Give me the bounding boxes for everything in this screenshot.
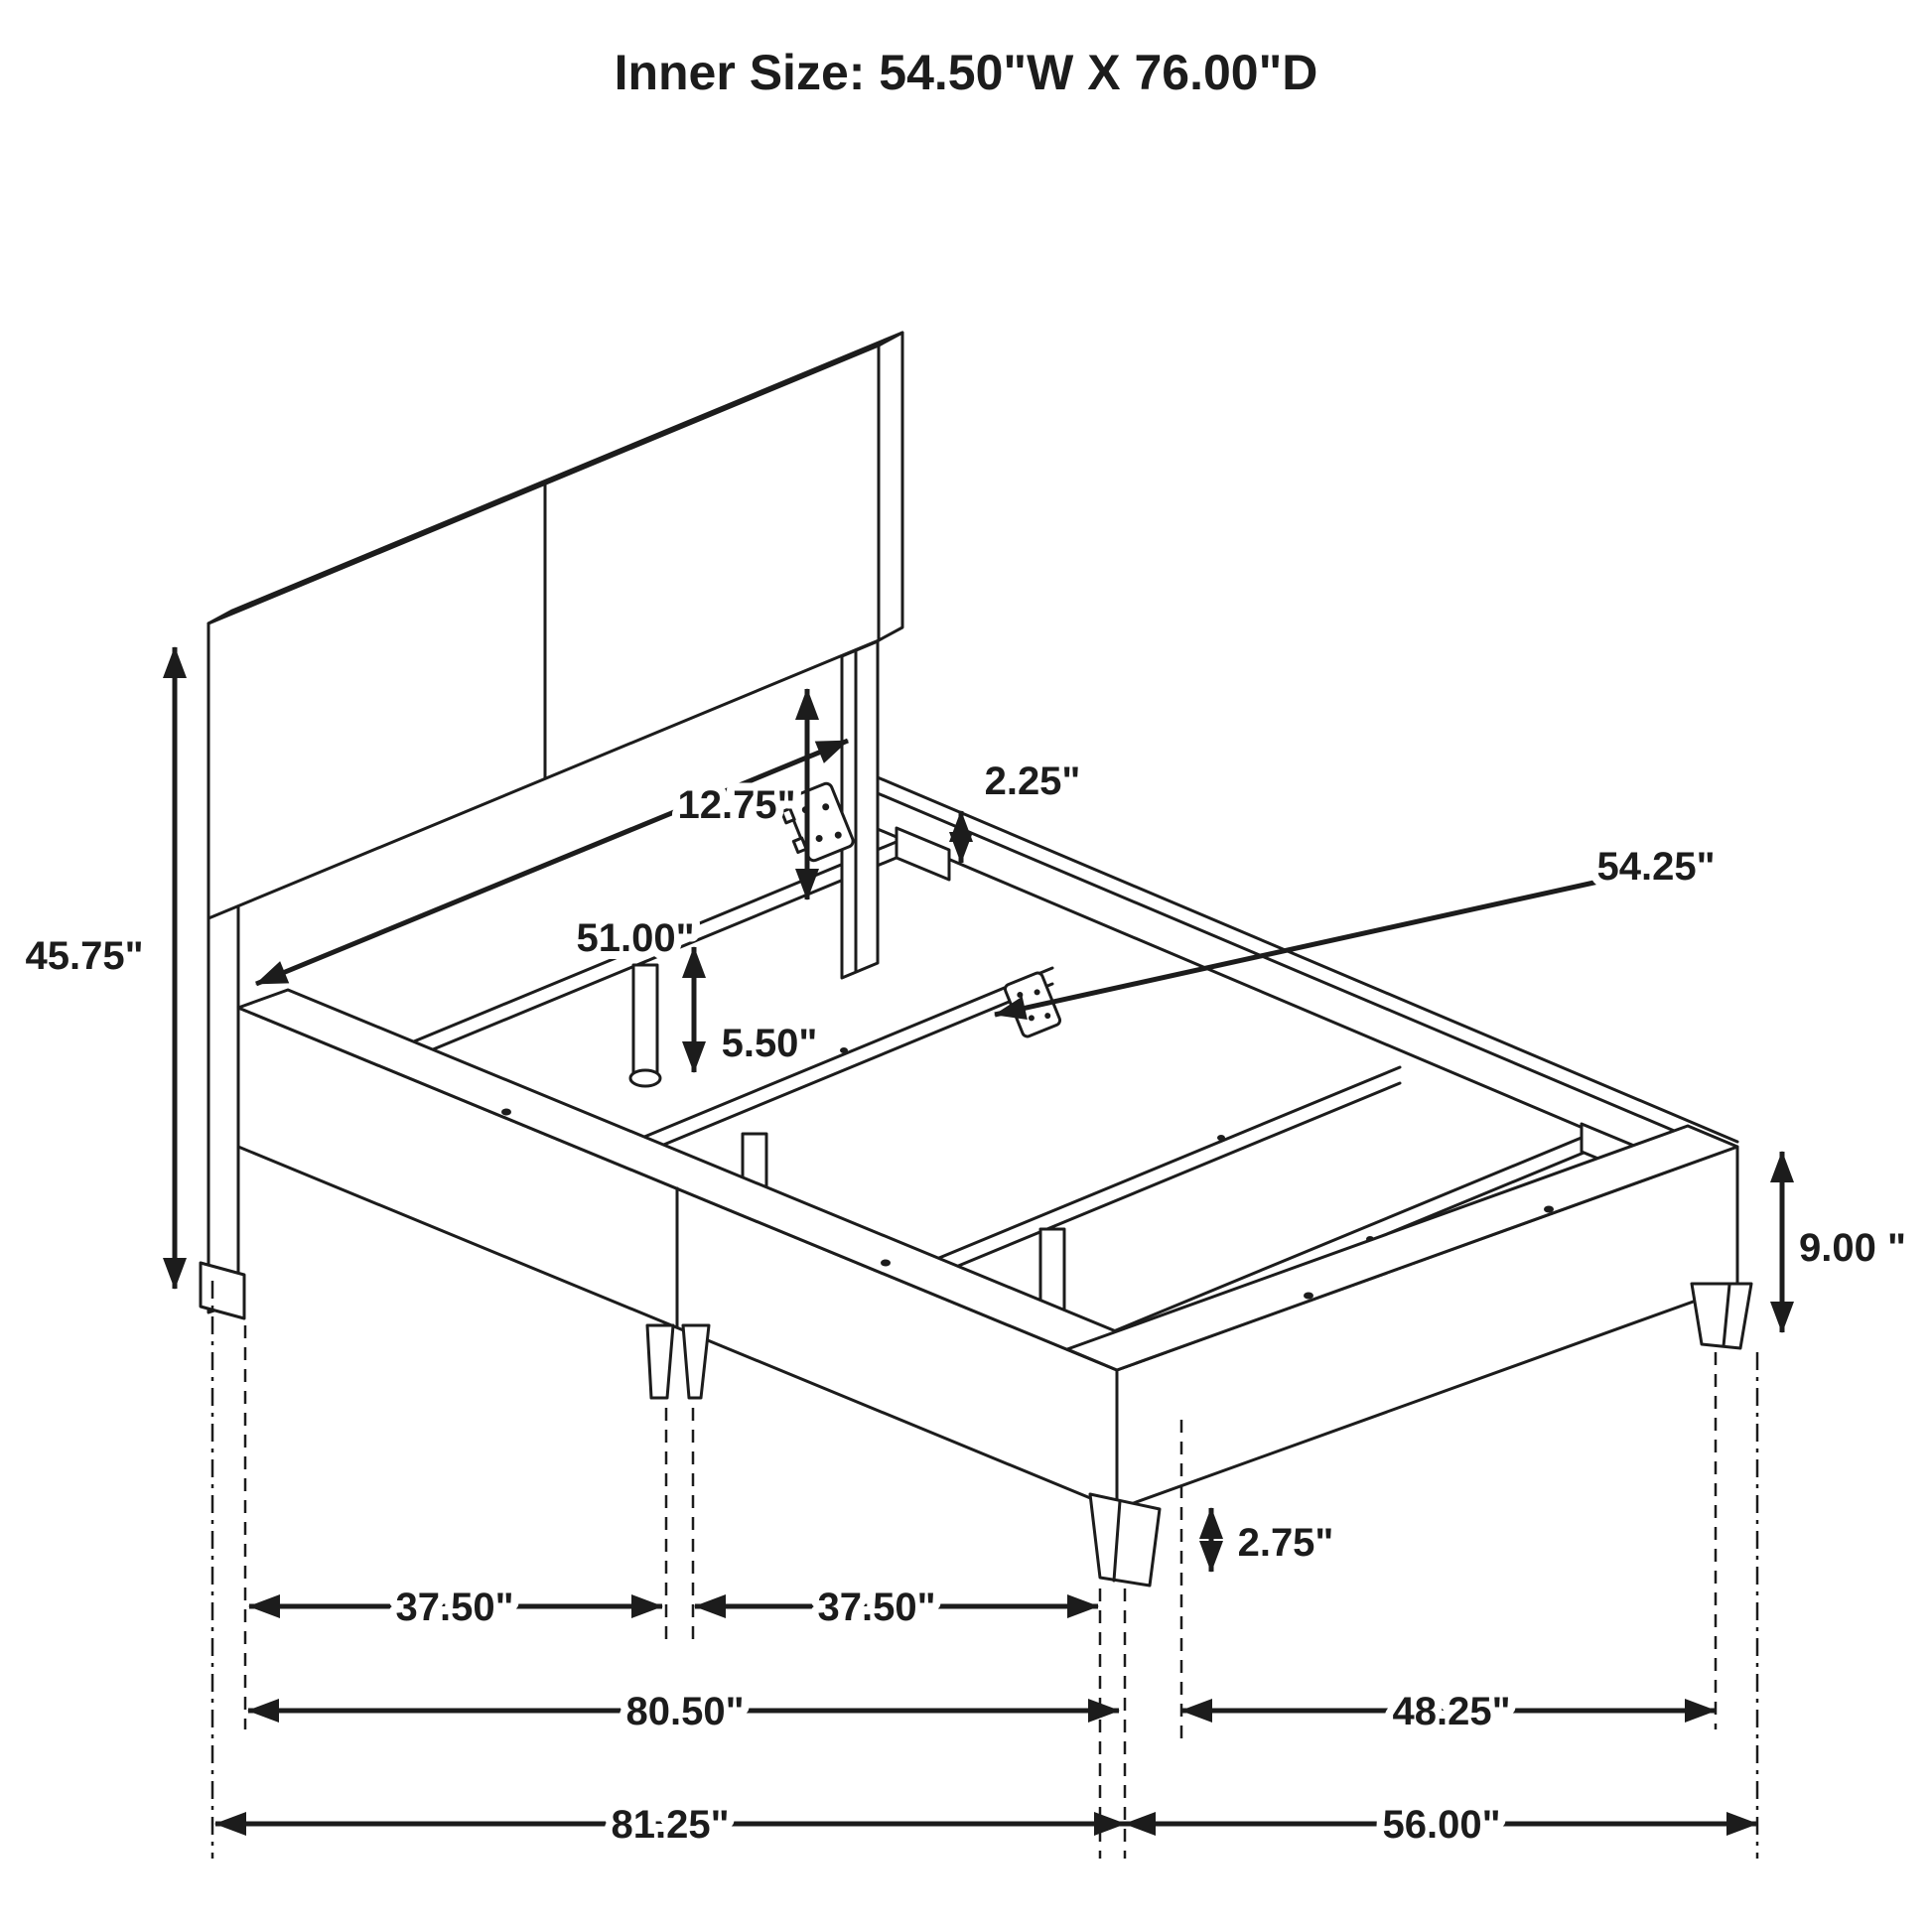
right-corner-leg: [1692, 1284, 1751, 1348]
label-support-leg-height: 5.50": [721, 1022, 818, 1065]
seam-leg: [683, 1325, 709, 1398]
label-support-rail-length: 54.25": [1596, 845, 1716, 889]
label-headboard-width: 51.00": [576, 916, 695, 960]
label-side-rail-lip: 2.25": [984, 759, 1081, 803]
label-overall-length: 81.25": [611, 1803, 730, 1847]
label-foot-span: 48.25": [1392, 1690, 1511, 1733]
label-headboard-height: 45.75": [25, 934, 144, 978]
rail-end-block: [897, 828, 949, 880]
label-head-section: 37.50": [395, 1586, 514, 1629]
label-foot-section: 37.50": [817, 1586, 936, 1629]
label-frame-height: 9.00 ": [1799, 1226, 1906, 1270]
foot-corner-leg: [1090, 1494, 1160, 1586]
headboard-right-post: [842, 641, 878, 978]
label-foot-leg-height: 2.75": [1237, 1521, 1334, 1565]
label-headboard-clearance: 12.75": [677, 783, 796, 827]
right-side-rail: [859, 769, 1737, 1193]
bed-frame: [238, 990, 1737, 1509]
label-frame-length: 80.50": [625, 1690, 745, 1733]
label-overall-width: 56.00": [1382, 1803, 1501, 1847]
pointer-support-rail: [995, 882, 1598, 1015]
diagram-title: Inner Size: 54.50"W X 76.00"D: [614, 45, 1318, 100]
seam-leg: [647, 1325, 673, 1398]
